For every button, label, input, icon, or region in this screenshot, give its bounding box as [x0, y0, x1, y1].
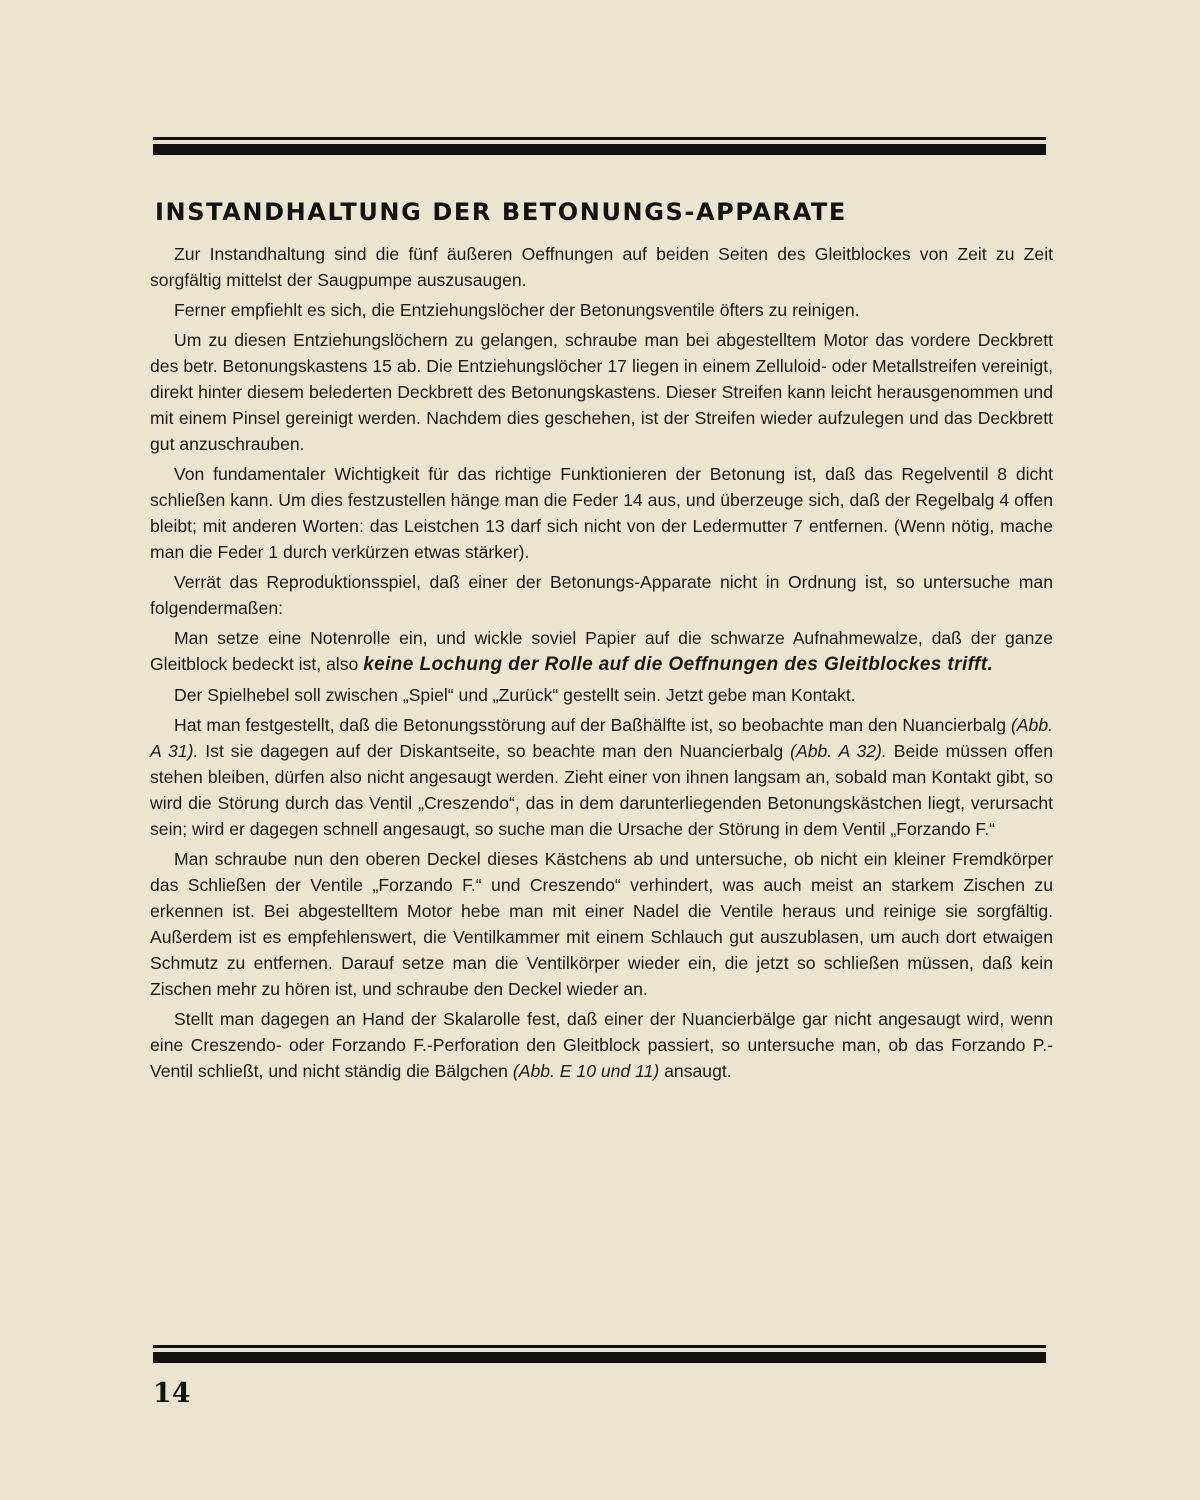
paragraph-3: Um zu diesen Entziehungslöchern zu gelangen, schraube man bei abgestelltem Motor das vordere Deckbrett des betr. Betonungskastens 15 ab. Die Entziehungslöcher 17 liegen in einem Zelluloid- oder Metallstreifen vereinigt, direkt hinter diesem belederten Deckbrett des Betonungskastens. Dieser Streifen kann leicht herausgenommen und mit einem Pinsel gereinigt werden. Nachdem dies geschehen, ist der Streifen wieder aufzulegen und das Deckbrett gut anzuschrauben. [150, 330, 1053, 454]
bottom-rule [153, 1345, 1046, 1363]
paragraph-10-text-b: ansaugt. [659, 1061, 732, 1081]
paragraph-6 [150, 625, 1053, 678]
paragraph-4: Von fundamentaler Wichtigkeit für das richtige Funktionieren der Betonung ist, daß das Regelventil 8 dicht schließen kann. Um dies festzustellen hänge man die Feder 14 aus, und überzeuge sich, daß der Regelbalg 4 offen bleibt; mit anderen Worten: das Leistchen 13 darf sich nicht von der Ledermutter 7 entfernen. (Wenn nötig, mache man die Feder 1 durch verkürzen etwas stärker). [150, 464, 1053, 562]
paragraph-8-text-b: Ist sie dagegen auf der Diskantseite, so beachte man den Nuancierbalg [198, 741, 791, 761]
paragraph-6-text: Man setze eine Notenrolle ein, und wickle soviel Papier auf die schwarze Aufnahmewalze, daß der ganze Gleitblock bedeckt ist, also [150, 628, 1053, 674]
paragraph-10-text-a: Stellt man dagegen an Hand der Skalarolle fest, daß einer der Nuancierbälge gar nicht angesaugt wird, wenn eine Creszendo- oder Forzando F.-Perforation den Gleitblock passiert, so untersuche man, ob das Forzando P.-Ventil schließt, und nicht ständig die Bälgchen [150, 1009, 1053, 1081]
paragraph-8-text-c: Beide müssen offen stehen bleiben, dürfen also nicht angesaugt werden. Zieht einer von ihnen langsam an, sobald man Kontakt gibt, so wird die Störung durch das Ventil „Creszendo“, das in dem darunterliegenden Betonungskästchen liegt, verursacht sein; wird er dagegen schnell angesaugt, so suche man die Ursache der Störung in dem Ventil „Forzando F.“ [150, 741, 1054, 839]
page-number: 14 [153, 1378, 191, 1409]
page-title: INSTANDHALTUNG DER BETONUNGS-APPARATE [155, 198, 847, 226]
paragraph-6-emphasis: keine Lochung der Rolle auf die Oeffnungen des Gleitblockes trifft. [363, 654, 994, 675]
paragraph-7: Der Spielhebel soll zwischen „Spiel“ und „Zurück“ gestellt sein. Jetzt gebe man Kontakt. [174, 685, 856, 705]
paragraph-8 [150, 712, 1053, 842]
paragraph-1: Zur Instandhaltung sind die fünf äußeren Oeffnungen auf beiden Seiten des Gleitblockes von Zeit zu Zeit sorgfältig mittelst der Saugpumpe auszusaugen. [150, 244, 1053, 290]
figure-ref-a32: (Abb. A 32). [790, 741, 887, 761]
paragraph-10 [150, 1006, 1053, 1084]
paragraph-5: Verrät das Reproduktionsspiel, daß einer der Betonungs-Apparate nicht in Ordnung ist, so untersuche man folgendermaßen: [150, 572, 1053, 618]
top-rule [153, 137, 1046, 155]
paragraph-2: Ferner empfiehlt es sich, die Entziehungslöcher der Betonungsventile öfters zu reinigen. [174, 300, 860, 320]
body-text [150, 241, 1053, 1088]
paragraph-9: Man schraube nun den oberen Deckel dieses Kästchens ab und untersuche, ob nicht ein kleiner Fremdkörper das Schließen der Ventile „Forzando F.“ und Creszendo“ verhindert, was auch meist an starkem Zischen zu erkennen ist. Bei abgestelltem Motor hebe man mit einer Nadel die Ventile heraus und reinige sie sorgfältig. Außerdem ist es empfehlenswert, die Ventilkammer mit einem Schlauch gut auszublasen, um auch dort etwaigen Schmutz zu entfernen. Darauf setze man die Ventilkörper wieder ein, die jetzt so schließen müssen, daß kein Zischen mehr zu hören ist, und schraube den Deckel wieder an. [150, 849, 1053, 999]
figure-ref-a31: (Abb. A 31). [150, 715, 1053, 761]
paragraph-8-text-a: Hat man festgestellt, daß die Betonungsstörung auf der Baßhälfte ist, so beobachte man den Nuancierbalg [174, 715, 1011, 735]
figure-ref-e10: (Abb. E 10 und 11) [512, 1061, 660, 1081]
